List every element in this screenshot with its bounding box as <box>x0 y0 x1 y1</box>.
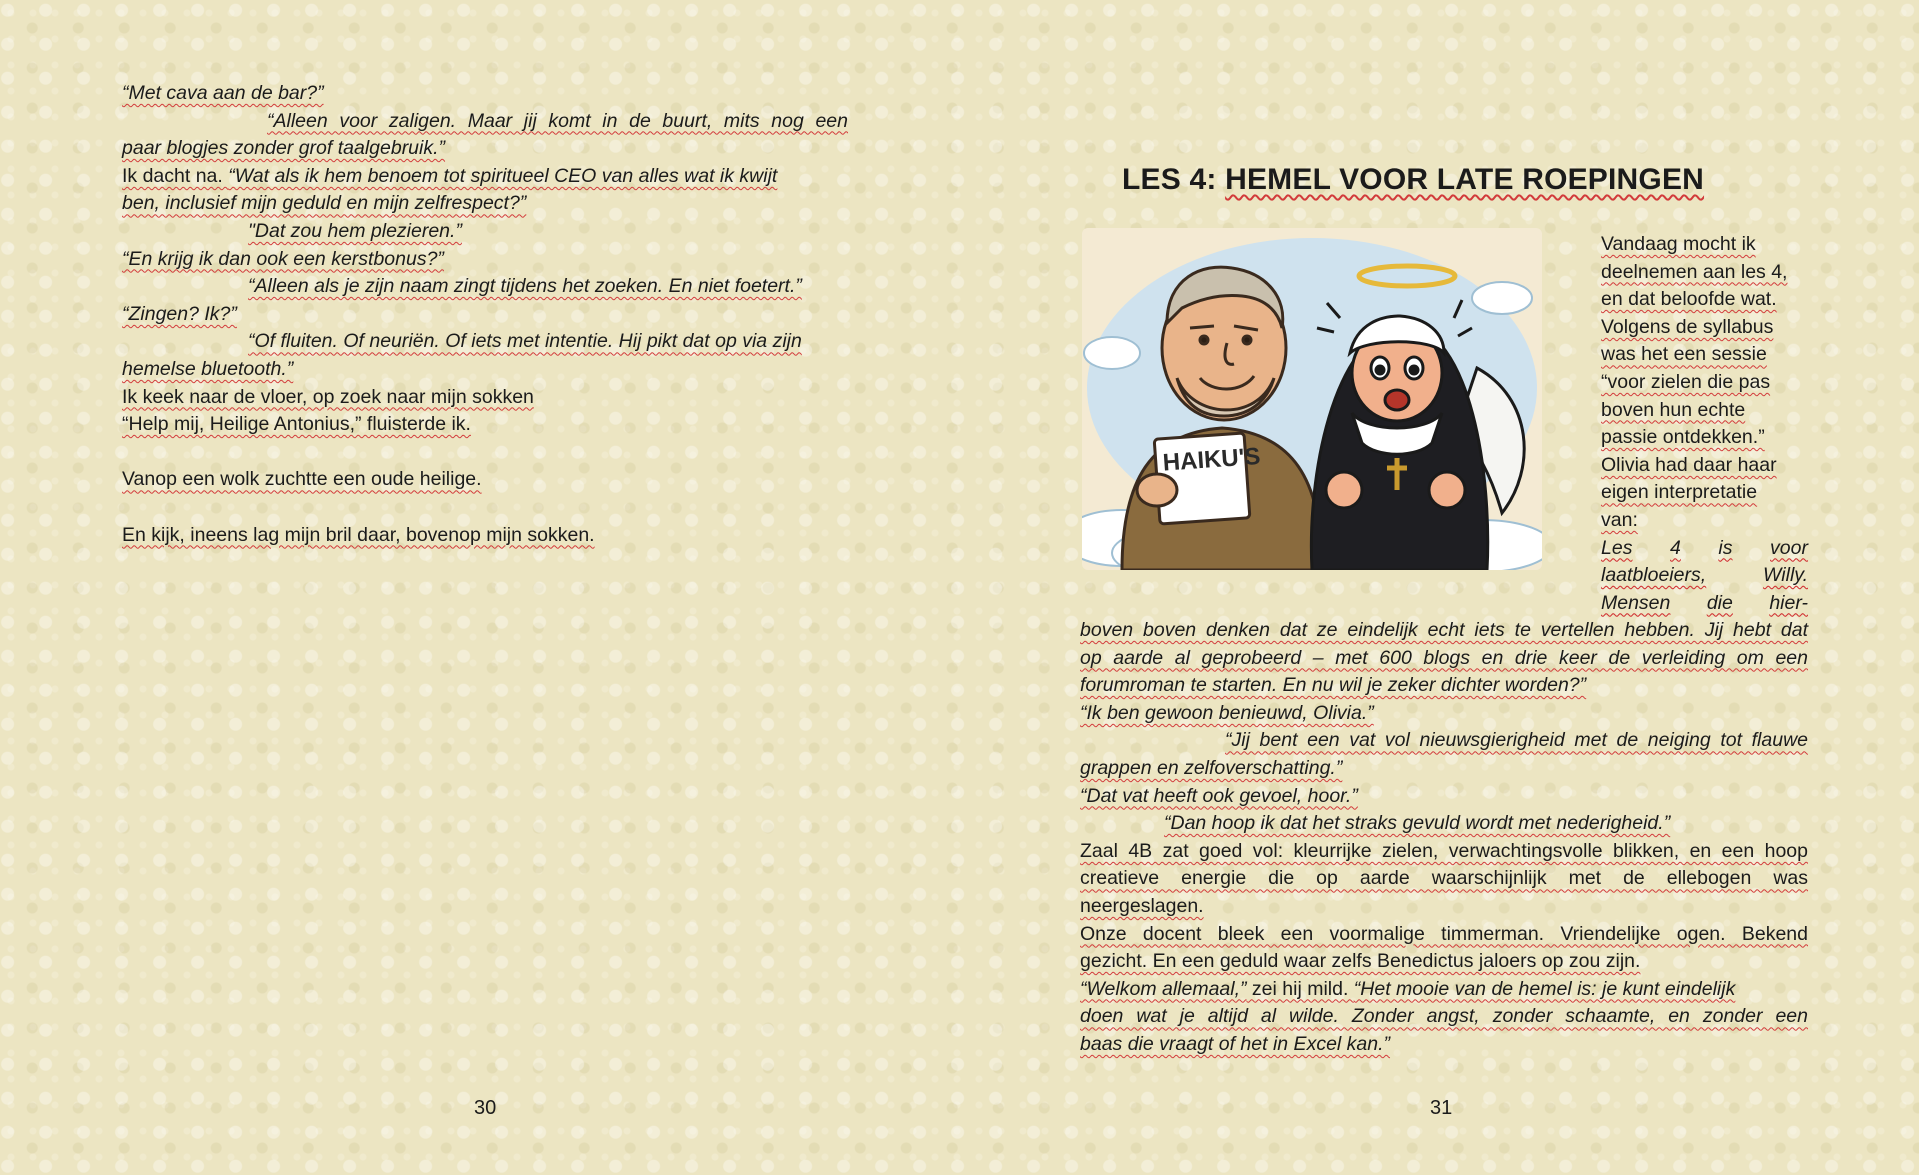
text-line: creatieve energie die op aarde waarschijnlijk met de ellebogen was <box>1080 867 1808 890</box>
text-line: “Help mij, Heilige Antonius,” fluisterde ik. <box>122 413 471 436</box>
text-line: “Alleen voor zaligen. Maar jij komt in de buurt, mits nog een <box>267 109 848 132</box>
text-line: Zaal 4B zat goed vol: kleurrijke zielen, verwachtingsvolle blikken, en een hoop <box>1080 839 1808 862</box>
right-page <box>960 0 1919 1175</box>
text-line: ben, inclusief mijn geduld en mijn zelfrespect?” <box>122 192 527 215</box>
text-line <box>1080 976 1808 1004</box>
text-line: Volgens de syllabus <box>1601 315 1774 338</box>
blank-line <box>122 439 848 467</box>
text-line: forumroman te starten. En nu wil je zeker dichter worden?” <box>1080 674 1587 697</box>
chapter-title-rest: HEMEL VOOR LATE ROEPINGEN <box>1225 163 1705 196</box>
text-line: Vanop een wolk zuchtte een oude heilige. <box>122 468 482 491</box>
wrapped-text-beside-illustration <box>1601 231 1808 617</box>
word: die <box>1706 591 1733 614</box>
text-line: "Dat zou hem plezieren.” <box>248 219 462 242</box>
text-line: “Zingen? Ik?” <box>122 302 237 325</box>
text-line: was het een sessie <box>1601 343 1767 366</box>
word: laatbloeiers, <box>1601 564 1707 587</box>
text-line: boven hun echte <box>1601 398 1746 421</box>
chapter-title-prefix: LES 4: <box>1122 163 1226 196</box>
text-segment: zei hij mild. <box>1246 977 1354 1000</box>
text-line: “Dat vat heeft ook gevoel, hoor.” <box>1080 784 1358 807</box>
text-line: van: <box>1601 508 1638 531</box>
text-line: Ik keek naar de vloer, op zoek naar mijn sokken <box>122 385 534 408</box>
blank-line <box>122 494 848 522</box>
text-line: “Jij bent een vat vol nieuwsgierigheid met de neiging tot flauwe <box>1225 729 1808 752</box>
sign-text: HAIKU'S <box>1161 442 1262 477</box>
left-page-text <box>122 80 848 549</box>
text-line <box>122 163 848 191</box>
chapter-title <box>1122 163 1704 197</box>
text-line: eigen interpretatie <box>1601 481 1758 504</box>
left-page <box>0 0 959 1175</box>
text-line: deelnemen aan les 4, <box>1601 260 1788 283</box>
page-number-left: 30 <box>474 1097 497 1119</box>
text-line: En kijk, ineens lag mijn bril daar, bovenop mijn sokken. <box>122 523 595 546</box>
text-line: boven boven denken dat ze eindelijk echt iets te vertellen hebben. Jij hebt dat <box>1080 619 1808 641</box>
word: Mensen <box>1601 591 1671 614</box>
right-page-body-text <box>1080 617 1808 1059</box>
word: is <box>1718 536 1733 559</box>
text-line: passie ontdekken.” <box>1601 426 1765 449</box>
text-line: Onze docent bleek een voormalige timmerman. Vriendelijke ogen. Bekend <box>1080 922 1808 945</box>
word: 4 <box>1670 536 1681 559</box>
text-line: paar blogjes zonder grof taalgebruik.” <box>122 137 446 160</box>
text-line: “Alleen als je zijn naam zingt tijdens het zoeken. En niet foetert.” <box>248 275 802 298</box>
text-line <box>1601 590 1808 618</box>
text-line: doen wat je altijd al wilde. Zonder angst, zonder schaamte, en zonder een <box>1080 1005 1808 1028</box>
text-line: neergeslagen. <box>1080 894 1204 917</box>
text-line: Olivia had daar haar <box>1601 453 1777 476</box>
text-line: Vandaag mocht ik <box>1601 233 1756 255</box>
text-line: “Ik ben gewoon benieuwd, Olivia.” <box>1080 701 1374 724</box>
text-segment-italic: “Het mooie van de hemel is: je kunt eindelijk <box>1353 977 1736 1000</box>
text-line: hemelse bluetooth.” <box>122 357 294 380</box>
text-line: “voor zielen die pas <box>1601 370 1771 393</box>
text-segment-italic: “Welkom allemaal,” <box>1080 977 1247 1000</box>
text-line: “Met cava aan de bar?” <box>122 82 324 104</box>
text-line: en dat beloofde wat. <box>1601 288 1777 311</box>
text-line: “Of fluiten. Of neuriën. Of iets met intentie. Hij pikt dat op via zijn <box>248 330 802 353</box>
word: hier- <box>1769 591 1808 614</box>
word: voor <box>1770 536 1808 559</box>
word: Willy. <box>1763 564 1808 587</box>
text-segment: Ik dacht na. <box>122 164 229 187</box>
word: Les <box>1601 536 1633 559</box>
text-segment-italic: “Wat als ik hem benoem tot spiritueel CEO van alles wat ik kwijt <box>228 164 778 187</box>
cartoon-man-and-nun-angel-illustration <box>1082 228 1542 570</box>
text-line: gezicht. En een geduld waar zelfs Benedictus jaloers op zou zijn. <box>1080 950 1641 973</box>
text-line <box>1601 562 1808 590</box>
text-line <box>1601 535 1808 563</box>
page-number-right: 31 <box>1430 1097 1453 1119</box>
text-line: “En krijg ik dan ook een kerstbonus?” <box>122 247 444 270</box>
text-line: baas die vraagt of het in Excel kan.” <box>1080 1032 1391 1055</box>
text-line: grappen en zelfoverschatting.” <box>1080 756 1343 779</box>
text-line: “Dan hoop ik dat het straks gevuld wordt met nederigheid.” <box>1164 812 1671 835</box>
text-line: op aarde al geprobeerd – met 600 blogs en drie keer de verleiding om een <box>1080 646 1808 669</box>
